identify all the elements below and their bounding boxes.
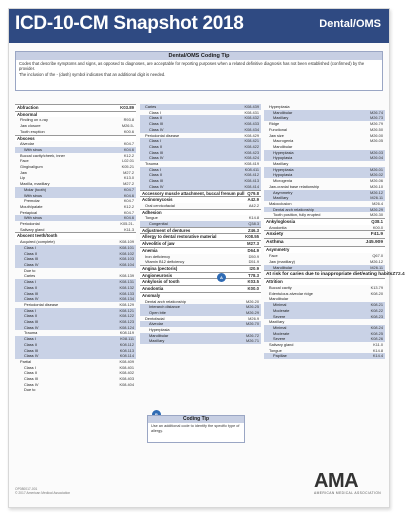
callout-title: Coding Tip [148,416,244,423]
code-row [140,240,261,247]
condition-label: Mouth/palate [20,203,43,209]
icd-code: M26.4 [372,200,383,206]
icd-code: K11.3 [124,226,134,232]
condition-label: Functional [269,126,287,132]
icd-code: K08.424 [244,155,259,161]
condition-label: Class III [24,347,39,353]
condition-label: Dental arch relationship [273,206,314,212]
code-column-3 [264,104,405,359]
condition-label: Maxillary [269,319,285,325]
icd-code: K13.79 [370,284,383,290]
icd-code: M26.02 [370,172,383,178]
code-row [15,135,136,142]
condition-label: Class I [24,364,36,370]
code-row [140,338,261,344]
condition-label: Severe [273,313,286,319]
condition-label: Class II [24,284,37,290]
condition-label: Periodontal [20,221,40,227]
icd-code: K14.4 [372,353,383,359]
condition-label: Malocclusion [269,200,292,206]
icd-code: R93.8 [123,117,134,123]
icd-code: M26.04 [370,155,383,161]
icd-code: M26.29 [370,206,383,212]
condition-label: Alveolitis of jaw [142,241,175,247]
condition-label: Macrogenia [273,138,294,144]
code-row [264,278,385,285]
code-column-1 [15,104,136,393]
condition-label: Mandibular [269,296,289,302]
icd-code: M27.2 [123,181,134,187]
condition-label: Jaw-cranial base relationship [269,183,320,189]
condition-label: Class I [24,279,36,285]
icd-code: Q79.8 [247,190,259,196]
condition-label: Tooth position, fully erupted [273,212,321,218]
condition-label: Class IV [24,261,39,267]
icd-code: K08.111 [120,336,134,342]
condition-label: Ankylosis of tooth [142,279,180,285]
code-row [140,233,261,240]
icd-code: M26.11 [370,264,383,270]
ama-logo-subtitle: AMERICAN MEDICAL ASSOCIATION [314,491,382,495]
icd-code: K08.24 [370,324,383,330]
condition-label: Moderate [273,307,290,313]
condition-label: Class I [149,138,161,144]
icd-code: K08.129 [119,301,134,307]
icd-code: K04.7 [123,198,134,204]
icd-code: K08.412 [244,172,259,178]
condition-label: Class II [24,370,37,376]
condition-label: Dental arch relationship [145,298,186,304]
condition-label: Asymmetry [273,189,293,195]
condition-label: With sinus [24,146,42,152]
condition-label: Jaw size [269,132,284,138]
condition-label: Jaw closure [20,123,41,129]
condition-label: Dentofacial [145,315,165,321]
coding-tip-text: Codes that describe symptoms and signs, as opposed to diagnoses, are acceptable for reporting purposes when a related definitive diagnosis has not been established (confirmed) by the provider. [19,61,365,72]
icd-code: K08.22 [370,307,383,313]
condition-label: Class IV [149,183,164,189]
icd-code: K08.114 [119,353,134,359]
icd-code: M26.71 [246,338,259,344]
code-row [140,285,261,292]
condition-label: Anodontia [269,224,287,230]
condition-label: With sinus [24,192,42,198]
icd-code: K08.26 [370,336,383,342]
icd-code: K00.0 [247,286,259,292]
condition-label: Due to [24,387,36,393]
condition-label: Class IV [149,155,164,161]
condition-label: Minimal [273,302,287,308]
condition-label: Hyperplasia [273,166,294,172]
icd-code: M27.2 [123,169,134,175]
condition-label: Tooth eruption [20,128,45,134]
condition-label: Class II [24,313,37,319]
icd-code: K08.422 [244,143,259,149]
footer-info [15,487,70,495]
icd-code: M26.05 [370,138,383,144]
condition-label: Class III [24,256,39,262]
condition-label: Maxillary [273,161,289,167]
icd-code: K03.5 [247,279,259,285]
icd-code: Q38.3 [248,221,259,227]
icd-code: K08.119 [119,330,134,336]
code-row [264,353,385,359]
icd-code: A42.2 [248,202,259,208]
icd-code: K04.7 [123,141,134,147]
condition-label: Maxilla, maxillary [20,181,50,187]
condition-label: Face [269,253,278,259]
code-row [140,292,261,299]
icd-code: M26.70 [246,321,259,327]
condition-label: Premolar [24,198,40,204]
icd-code: K08.409 [119,358,134,364]
page-title: ICD-10-CM Snapshot 2018 [15,13,244,34]
condition-label: Trauma [24,330,38,336]
icd-code: M26.74 [370,109,383,115]
icd-code: K08.131 [119,279,134,285]
icd-code: M26.25 [246,304,259,310]
condition-label: Gingival/gum [20,164,43,170]
icd-code: K04.6 [123,215,134,221]
snapshot-card [8,8,405,508]
coding-tip-box [15,51,383,91]
icd-code: K08.102 [119,250,134,256]
icd-code: K08.124 [119,324,134,330]
icd-code: Q38.1 [371,219,383,225]
condition-label: Allergy to dental restorative material [142,234,217,240]
condition-label: Salivary gland [269,342,294,348]
icd-code: K08.23 [370,313,383,319]
icd-code: K03.89 [120,105,134,110]
icd-code: K08.432 [244,115,259,121]
icd-code: K13.0 [123,175,134,181]
icd-code: K08.139 [119,273,134,279]
icd-code: K08.404 [119,381,134,387]
condition-label: Anodontia [142,286,164,292]
header-bar [9,9,389,43]
icd-code: K05.21 [121,164,134,170]
icd-code: F41.9 [370,232,383,238]
icd-code: K08.123 [119,319,134,325]
condition-label: Microgenia [273,178,293,184]
condition-label: Alveolar [20,141,35,147]
icd-code: K08.429 [244,132,259,138]
condition-label: Class II [24,250,37,256]
code-row [140,247,261,254]
condition-label: Asymmetry [266,247,290,253]
condition-label: Adhesion [142,209,162,215]
condition-label: Accessory muscle attachment, buccal frenum pull [142,190,245,196]
condition-label: Open bite [149,309,166,315]
condition-label: Tongue [269,347,282,353]
condition-label: Due to [24,267,36,273]
icd-code: M26.30 [370,212,383,218]
icd-code: M26.03 [370,149,383,155]
condition-label: Asthma [266,240,284,246]
code-row [140,196,261,203]
icd-code: M26.29 [246,309,259,315]
condition-label: Alveolar [149,321,164,327]
code-row [264,238,385,246]
condition-label: Class IV [149,126,164,132]
condition-label: Anemia [142,247,158,253]
condition-label: Class I [149,166,161,172]
condition-label: Class II [149,115,162,121]
icd-code: M26.01 [370,166,383,172]
condition-label: Angina (pectoris) [142,265,178,271]
condition-label: Trauma [145,161,159,167]
icd-code: K12.2 [123,203,134,209]
code-row [264,246,385,253]
icd-code: K08.113 [119,347,134,353]
condition-label: Acquired (complete) [20,239,55,245]
icd-code: K08.121 [119,307,134,313]
icd-code: J45.909 [365,240,383,246]
condition-label: Mandibular [273,264,293,270]
code-row [140,190,261,197]
icd-code: Z46.3 [248,227,259,233]
icd-code: D51.9 [248,259,259,265]
icd-code: K08.402 [119,370,134,376]
icd-code: K08.403 [119,376,134,382]
marker-badge: A [217,273,226,282]
icd-code: M26.06 [370,178,383,184]
icd-code: K08.434 [244,126,259,132]
icd-code: K08.414 [244,183,259,189]
icd-code: Z72.4 [392,272,405,278]
ama-logo-text: AMA [314,470,359,492]
icd-code: K00.6 [123,128,134,134]
code-row [15,111,136,118]
condition-label: Caries [24,273,36,279]
condition-label: Molar (tooth) [24,186,47,192]
icd-code: K05.21- [120,221,134,227]
condition-label: Anomaly [142,292,161,298]
code-row [140,272,261,279]
condition-label: Adjustment of dentures [142,227,191,233]
condition-label: Abnormal [17,111,38,117]
condition-label: Edentulous alveolar ridge [269,290,313,296]
icd-code: K08.132 [119,284,134,290]
icd-code: M27.3 [247,241,259,247]
condition-label: Finding on x-ray [20,117,48,123]
icd-code: M26.20 [246,298,259,304]
icd-code: M26.11 [370,195,383,201]
icd-code: K08.55 [245,234,259,240]
condition-label: Buccal cavity/cheek, inner [20,152,65,158]
condition-label: Class I [24,307,36,313]
coding-tip-title: Dental/OMS Coding Tip [16,52,382,60]
footer-copyright: © 2017 American Medical Association [15,491,71,496]
icd-code: K08.112 [119,341,134,347]
icd-code: I20.9 [249,265,259,271]
icd-code: M26.9 [248,315,259,321]
condition-label: Jaw (maxillary) [269,258,295,264]
condition-label: Periodontal disease [145,132,180,138]
condition-label: Maxillary [149,338,165,344]
icd-code: L02.01 [122,158,134,164]
condition-label: At risk for caries due to inappropriate diet/eating habits [266,272,393,278]
condition-label: Class III [24,290,39,296]
icd-code: M26.12 [370,189,383,195]
condition-label: Hyperplasia [269,104,290,109]
condition-label: Congenital [149,221,168,227]
code-row [140,265,261,272]
icd-code: M26.79 [370,121,383,127]
icd-code: K08.25 [370,330,383,336]
footer-id: OP080017-001 [15,487,38,491]
condition-label: Papillae [273,353,287,359]
condition-label: Periapical [20,209,38,215]
condition-label: Ridge [269,121,280,127]
condition-label: Jaw [20,169,27,175]
icd-code: K08.439 [244,104,259,109]
icd-code: K08.423 [244,149,259,155]
icd-code: K04.6 [123,192,134,198]
condition-label: Partial [20,358,32,364]
condition-label: Buccal cavity [269,284,292,290]
condition-label: Interarch distance [149,304,180,310]
condition-label: Class II [149,143,162,149]
condition-label: Ankyloglossia [266,219,296,225]
condition-label: Angioneurosis [142,272,173,278]
condition-label: Mandibular [273,143,293,149]
icd-code: Q67.0 [372,253,383,259]
icd-code: K00.0 [372,224,383,230]
condition-label: Periodontal disease [24,301,59,307]
icd-code: K11.0 [373,342,383,348]
condition-label: Class III [149,121,164,127]
icd-code: M26.12 [370,258,383,264]
condition-label: Class IV [24,296,39,302]
code-row [140,209,261,216]
condition-label: Class II [149,172,162,178]
icd-code: K08.101 [119,244,134,250]
code-row [140,227,261,234]
condition-label: Hypoplasia [273,172,293,178]
condition-label: With sinus [24,215,42,221]
icd-code: M26.00 [370,132,383,138]
icd-code: D50.9 [248,253,259,259]
condition-label: Maxillary [273,195,289,201]
condition-label: Salivary gland [20,226,45,232]
condition-label: Lip [20,175,26,181]
icd-code: K08.433 [244,121,259,127]
condition-label: Hyperplasia [149,327,170,333]
icd-code: K08.20 [370,290,383,296]
icd-code: K08.401 [119,364,134,370]
icd-code: K08.104 [119,261,134,267]
condition-label: Hyperplasia [273,149,294,155]
condition-label: Face [20,158,29,164]
icd-code: K08.103 [119,256,134,262]
icd-code: K08.133 [119,290,134,296]
icd-code: T78.3 [248,272,259,278]
code-row [15,232,136,239]
condition-label: Severe [273,336,286,342]
code-row [264,230,385,238]
condition-label: Iron deficiency [145,253,171,259]
condition-label: Class II [24,341,37,347]
icd-code: K08.411 [244,166,259,172]
condition-label: Oral cervicofacial [145,202,175,208]
condition-label: Class I [24,336,36,342]
icd-code: M26.50 [370,126,383,132]
code-row [15,387,136,393]
specialty-label: Dental/OMS [319,18,381,30]
icd-code: K08.421 [244,138,259,144]
condition-label: Maxillary [273,115,289,121]
icd-code: M26.72 [246,332,259,338]
condition-label: Class I [24,244,36,250]
condition-label: Class III [24,319,39,325]
icd-code: K08.21 [370,302,383,308]
icd-code: A42.9 [247,197,259,203]
callout-text: Use an additional code to identify the specific type of allergy. [151,424,240,433]
code-column-2 [140,104,261,344]
icd-code: M26.5- [121,123,134,129]
condition-label: Hypoplasia [273,155,293,161]
icd-code: K08.413 [244,178,259,184]
code-row [264,270,405,278]
icd-code: K08.109 [119,239,134,245]
coding-tip-callout [147,415,245,443]
condition-label: Mandibular [273,109,293,115]
condition-label: Class IV [24,324,39,330]
condition-label: Abfraction [17,105,39,110]
condition-label: Class III [24,376,39,382]
code-row [15,104,136,111]
condition-label: Mandibular [149,332,169,338]
icd-code: K14.8 [248,215,259,221]
icd-code: K08.419 [244,161,259,167]
condition-label: Class III [149,149,164,155]
condition-label: Actinomycosis [142,197,173,203]
condition-label: Class I [149,109,161,115]
condition-label: Anxiety [266,232,284,238]
condition-label: Class IV [24,381,39,387]
condition-label: Class III [149,178,164,184]
icd-code: K08.431 [244,109,259,115]
code-row [140,278,261,285]
condition-label: Attrition [266,279,283,285]
condition-label: Tongue [145,215,158,221]
condition-label: Minimal [273,324,287,330]
condition-label: Vitamin B12 deficiency [145,259,185,265]
icd-code: K14.8 [372,347,383,353]
condition-label: Class IV [24,353,39,359]
condition-label: Abscess [17,135,35,141]
condition-label: Abscent teeth/tooth [17,233,58,239]
icd-code: K04.6 [123,146,134,152]
icd-code: K04.7 [123,186,134,192]
condition-label: Moderate [273,330,290,336]
icd-code: K08.134 [119,296,134,302]
icd-code: D64.9 [247,247,259,253]
condition-label: Caries [145,104,157,109]
icd-code: K08.122 [119,313,134,319]
icd-code: K04.7 [123,209,134,215]
ama-logo [314,471,386,503]
icd-code: M26.73 [370,115,383,121]
coding-tip-note: The inclusion of the - (dash) symbol indicates that an additional digit is needed. [19,72,166,78]
icd-code: M26.10 [370,183,383,189]
code-row [264,218,385,225]
icd-code: K12.2 [123,152,134,158]
